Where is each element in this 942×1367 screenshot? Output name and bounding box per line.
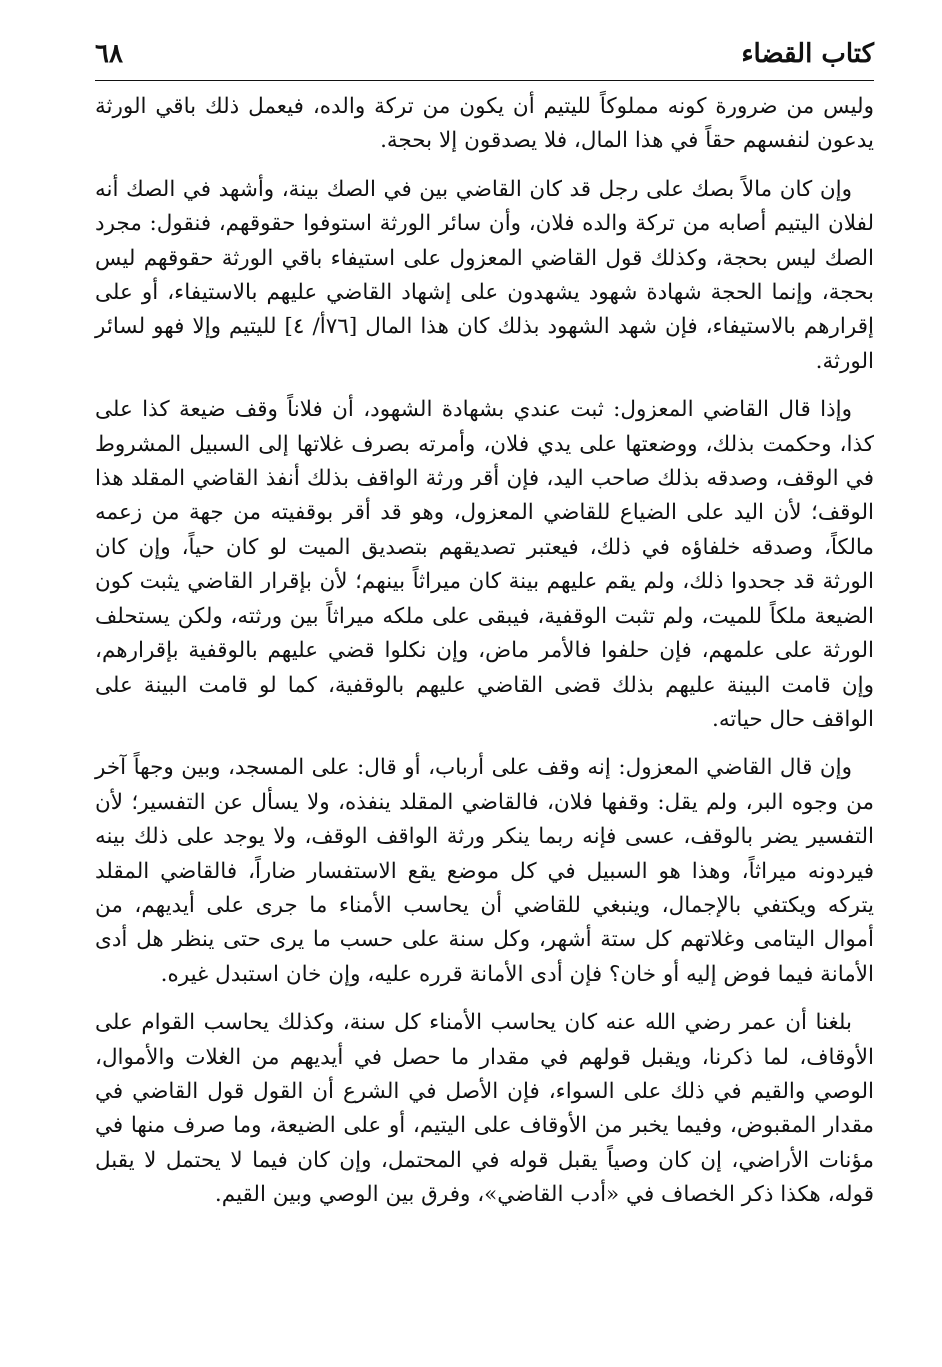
page-number: ٦٨ <box>95 39 123 69</box>
paragraph-2: وإن كان مالاً بصك على رجل قد كان القاضي بين في الصك بينة، وأشهد في الصك أنه لفلان اليتيم أصابه من تركة والده فلان، وأن سائر الورثة استوفوا حقوقهم، فنقول: مجرد الصك ليس بحجة، وكذلك قول القاضي المعزول على استيفاء باقي الورثة حقوقهم ليس بحجة، وإنما الحجة شهادة شهود يشهدون على إشهاد القاضي عليهم بالاستيفاء، أو على إقرارهم بالاستيفاء، فإن شهد الشهود بذلك كان هذا المال [٧٦أ/ ٤] لليتيم وإلا فهو لسائر الورثة. <box>95 176 874 374</box>
paragraph-5: بلغنا أن عمر رضي الله عنه كان يحاسب الأمناء كل سنة، وكذلك يحاسب القوام على الأوقاف، لما ذكرنا، ويقبل قولهم في مقدار ما حصل في أيديهم من الغلات والأموال، الوصي والقيم في ذلك على السواء، فإن الأصل في الشرع أن القول قول القاضي في مقدار المقبوض، وفيما يخبر من الأوقاف على اليتيم، أو على الضيعة، وما صرف منها في مؤنات الأراضي، إن كان وصياً يقبل قوله في المحتمل، وإن كان فيما لا يحتمل لا يقبل قوله، هكذا ذكر الخصاف في «أدب القاضي»، وفرق بين الوصي وبين القيم. <box>95 1010 874 1208</box>
header-rule <box>95 80 874 81</box>
paragraph-3: وإذا قال القاضي المعزول: ثبت عندي بشهادة الشهود، أن فلاناً وقف ضيعة كذا على كذا، وحكمت بذلك، ووضعتها على يدي فلان، وأمرته بصرف غلاتها إلى السبيل المشروط في الوقف، وصدقه بذلك صاحب اليد، فإن أقر ورثة الواقف بذلك أنفذ القاضي المقلد هذا الوقف؛ لأن اليد على الضياع للقاضي المعزول، وهو قد أقر بوقفيته من جهة من زعمه مالكاً، وصدقه خلفاؤه في ذلك، فيعتبر تصديقهم بتصديق الميت لو كان حياً، وإن كان الورثة قد جحدوا ذلك، ولم يقم عليهم بينة كان ميراثاً بينهم؛ لأن بإقرار القاضي يثبت كون الضيعة ملكاً للميت، ولم تثبت الوقفية، فيبقى على ملكه ميراثاً بين ورثته، ولكن يستحلف الورثة على علمهم، فإن حلفوا فالأمر ماض، وإن نكلوا قضي عليهم بالوقفية بإقرارهم، وإن قامت البينة عليهم بذلك قضى القاضي عليهم بالوقفية، كما لو قامت البينة على الواقف حال حياته. <box>95 397 874 732</box>
page-body <box>95 90 874 1227</box>
page-header <box>95 34 874 74</box>
running-title: كتاب القضاء <box>741 39 874 69</box>
paragraph-1: وليس من ضرورة كونه مملوكاً لليتيم أن يكون من تركة والده، فيعمل ذلك باقي الورثة يدعون لنفسهم حقاً في هذا المال، فلا يصدقون إلا بحجة. <box>95 94 874 154</box>
paragraph-4: وإن قال القاضي المعزول: إنه وقف على أرباب، أو قال: على المسجد، وبين وجهاً آخر من وجوه البر، ولم يقل: وقفها فلان، فالقاضي المقلد ينفذه، ولا يسأل عن التفسير؛ لأن التفسير يضر بالوقف، عسى فإنه ربما ينكر ورثة الواقف الوقف، ولا يوجد على ذلك بينه فيردونه ميراثاً، وهذا هو السبيل في كل موضع يقع الاستفسار ضاراً، فالقاضي المقلد يتركه ويكتفي بالإجمال، وينبغي للقاضي أن يحاسب الأمناء ما جرى على أيديهم، من أموال اليتامى وغلاتهم كل ستة أشهر، وكل سنة على حسب ما يرى حتى ينظر هل أدى الأمانة فيما فوض إليه أو خان؟ فإن أدى الأمانة قرره عليه، وإن خان استبدل غيره. <box>95 755 874 987</box>
